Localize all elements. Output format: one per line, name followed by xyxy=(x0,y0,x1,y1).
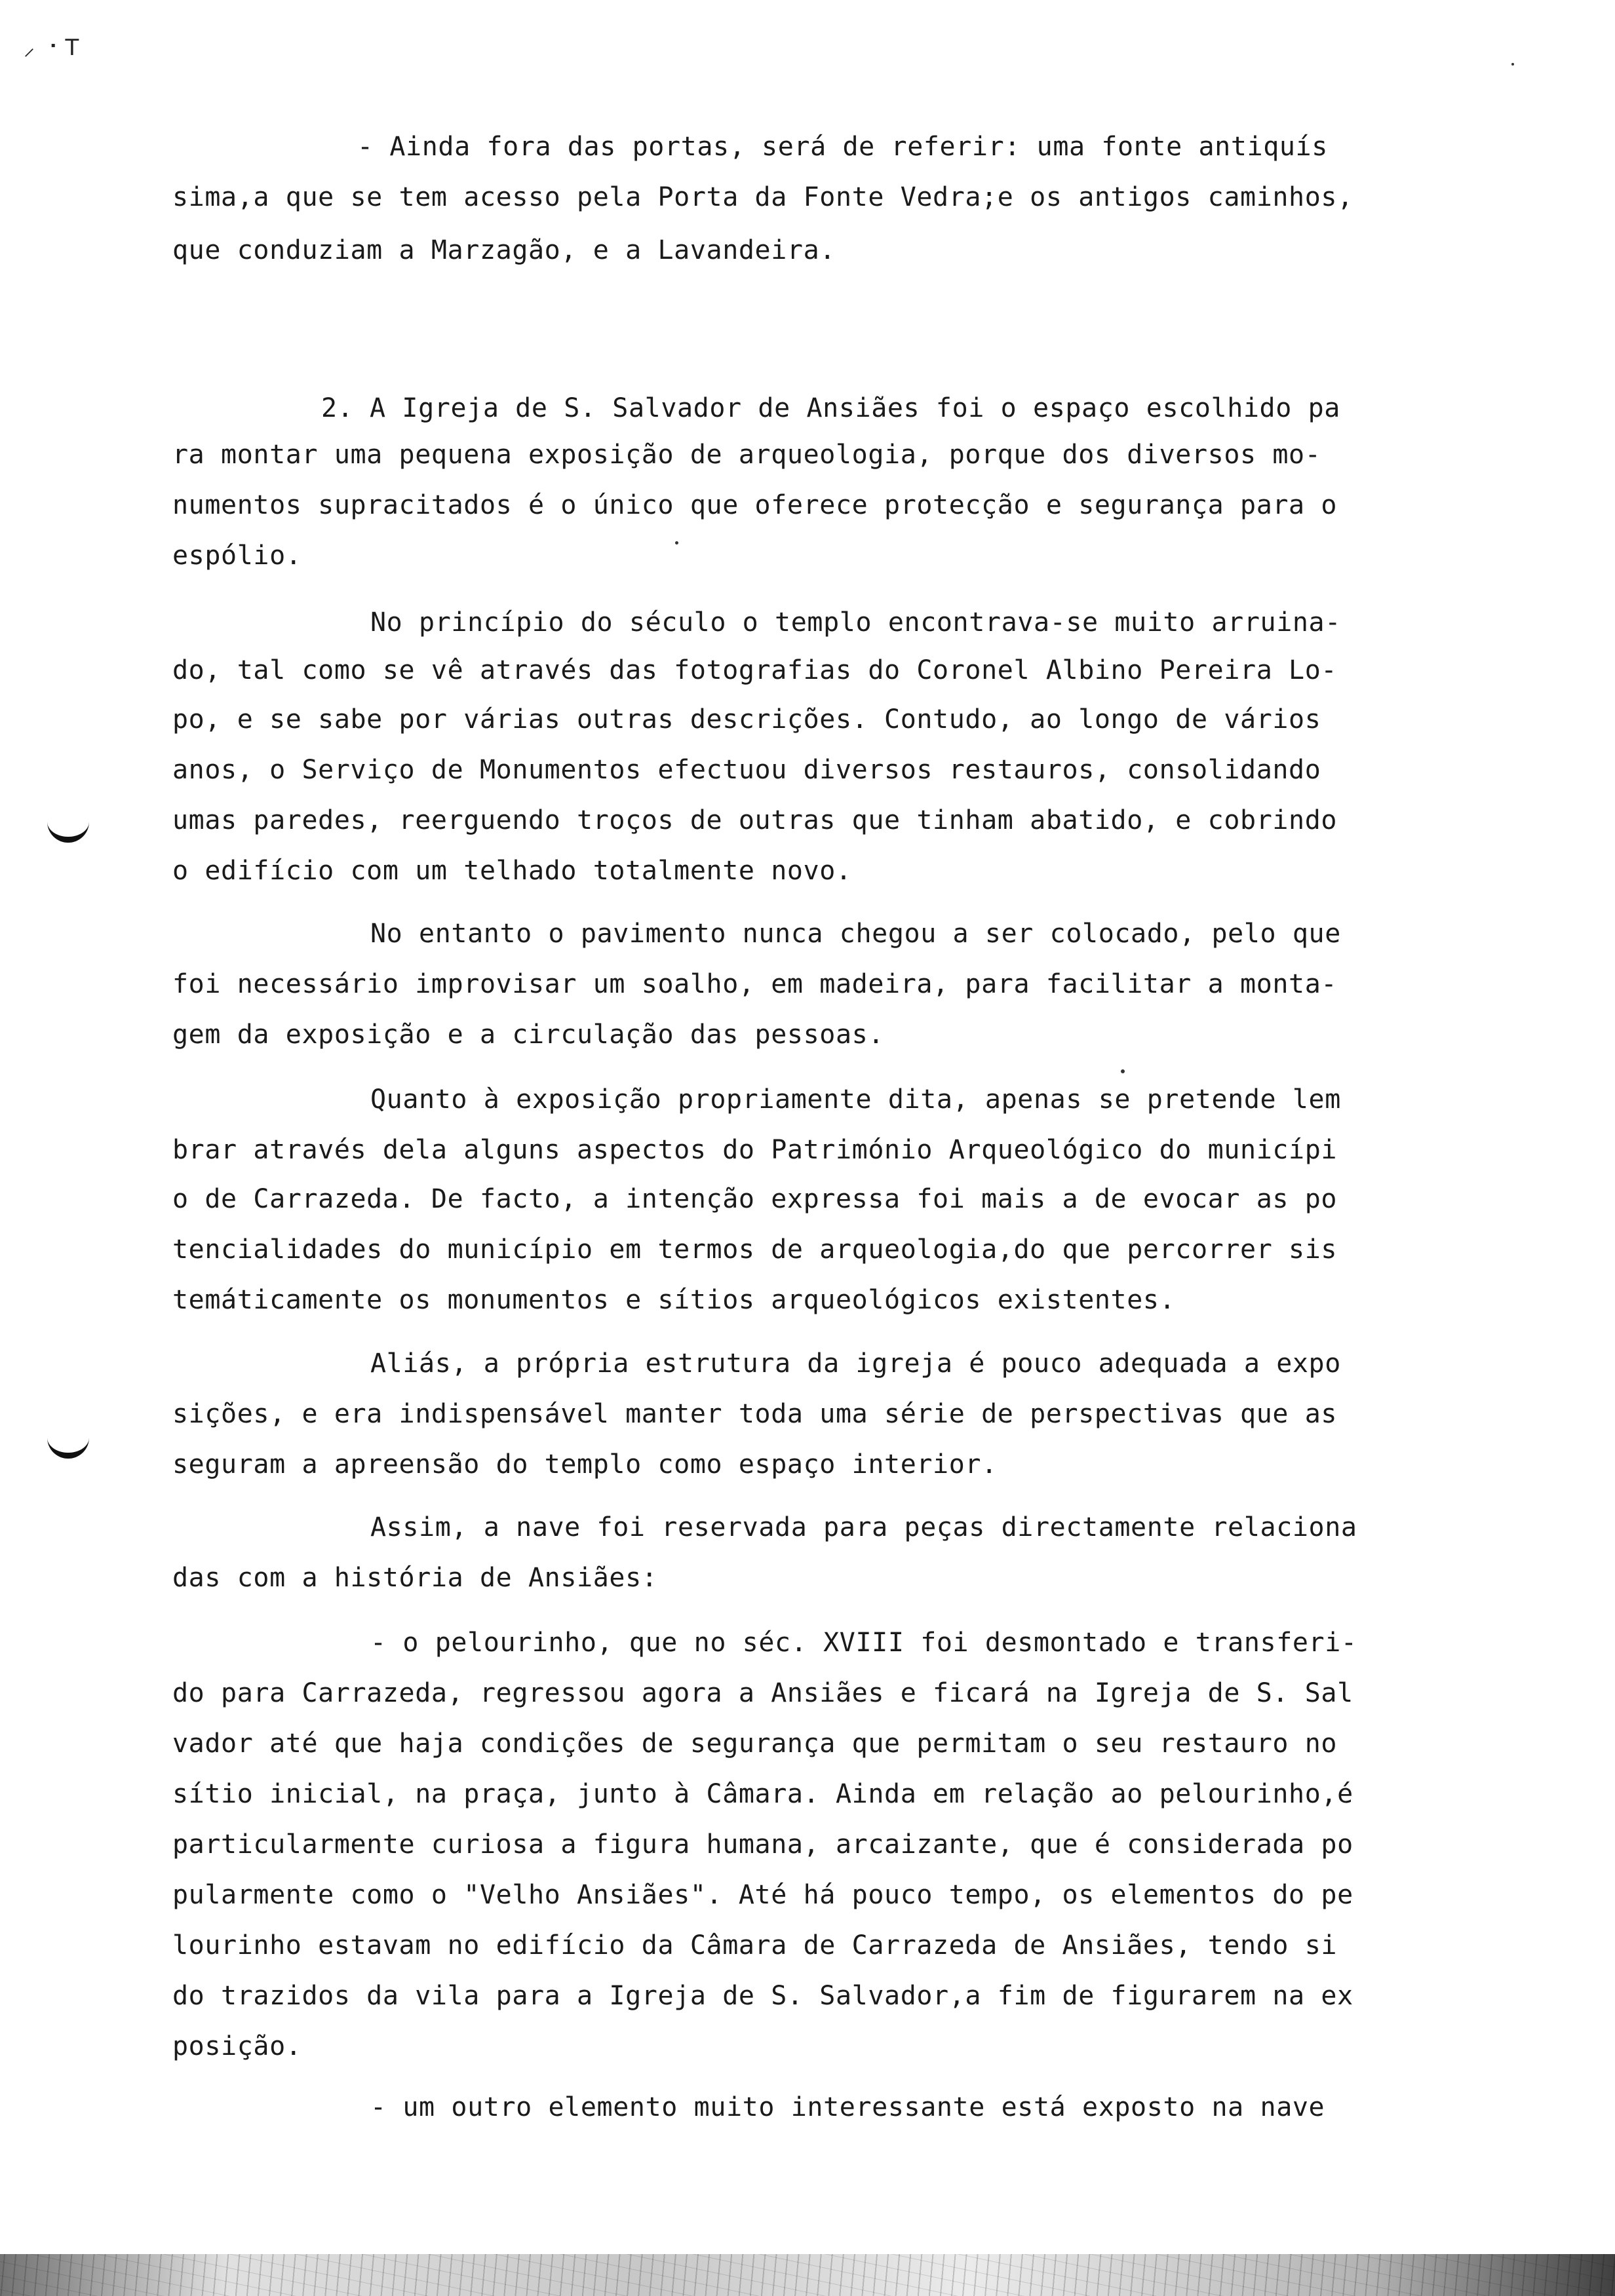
text-line: tencialidades do município em termos de arqueologia,do que percorrer sis xyxy=(172,1234,1338,1265)
text-line: pularmente como o "Velho Ansiães". Até há pouco tempo, os elementos do pe xyxy=(172,1880,1353,1910)
text-line: Assim, a nave foi reservada para peças directamente relaciona xyxy=(370,1512,1357,1542)
text-line: o de Carrazeda. De facto, a intenção expressa foi mais a de evocar as po xyxy=(172,1184,1338,1214)
text-line: gem da exposição e a circulação das pessoas. xyxy=(172,1020,885,1050)
text-line: Aliás, a própria estrutura da igreja é pouco adequada a expo xyxy=(370,1349,1341,1379)
text-line: das com a história de Ansiães: xyxy=(172,1563,658,1593)
scan-noise-band xyxy=(0,2254,1615,2296)
text-line: sima,a que se tem acesso pela Porta da Fonte Vedra;e os antigos caminhos, xyxy=(172,182,1353,212)
text-line: 2. A Igreja de S. Salvador de Ansiães foi o espaço escolhido pa xyxy=(321,393,1340,423)
text-line: - um outro elemento muito interessante está exposto na nave xyxy=(370,2092,1325,2122)
margin-mark-bottom xyxy=(47,1432,89,1459)
text-line: sições, e era indispensável manter toda uma série de perspectivas que as xyxy=(172,1399,1338,1429)
text-line: do para Carrazeda, regressou agora a Ansiães e ficará na Igreja de S. Sal xyxy=(172,1678,1353,1708)
text-line: ra montar uma pequena exposição de arqueologia, porque dos diversos mo- xyxy=(172,440,1321,470)
text-line: brar através dela alguns aspectos do Património Arqueológico do municípi xyxy=(172,1135,1338,1165)
text-line: po, e se sabe por várias outras descrições. Contudo, ao longo de vários xyxy=(172,704,1321,735)
text-line: vador até que haja condições de segurança que permitam o seu restauro no xyxy=(172,1729,1338,1759)
text-line: numentos supracitados é o único que oferece protecção e segurança para o xyxy=(172,490,1338,520)
text-line: No princípio do século o templo encontrava-se muito arruina- xyxy=(370,607,1341,638)
text-line: sítio inicial, na praça, junto à Câmara. Ainda em relação ao pelourinho,é xyxy=(172,1779,1353,1809)
text-line: do trazidos da vila para a Igreja de S. Salvador,a fim de figurarem na ex xyxy=(172,1981,1353,2011)
margin-mark-top xyxy=(47,816,89,843)
corner-scan-mark: ⸝ ⠐ T xyxy=(24,35,79,61)
text-line: Quanto à exposição propriamente dita, apenas se pretende lem xyxy=(370,1084,1341,1115)
text-line: o edifício com um telhado totalmente novo. xyxy=(172,856,852,886)
text-line: No entanto o pavimento nunca chegou a ser colocado, pelo que xyxy=(370,919,1341,949)
text-line: - o pelourinho, que no séc. XVIII foi desmontado e transferi- xyxy=(370,1628,1357,1658)
text-line: umas paredes, reerguendo troços de outras que tinham abatido, e cobrindo xyxy=(172,805,1338,835)
text-line: particularmente curiosa a figura humana, arcaizante, que é considerada po xyxy=(172,1829,1353,1860)
speck xyxy=(1511,63,1514,66)
text-line: do, tal como se vê através das fotografias do Coronel Albino Pereira Lo- xyxy=(172,655,1338,685)
text-line: anos, o Serviço de Monumentos efectuou diversos restauros, consolidando xyxy=(172,755,1321,785)
text-line: temáticamente os monumentos e sítios arqueológicos existentes. xyxy=(172,1285,1176,1315)
text-line: posição. xyxy=(172,2031,302,2061)
text-line: que conduziam a Marzagão, e a Lavandeira. xyxy=(172,235,836,265)
text-line: lourinho estavam no edifício da Câmara de Carrazeda de Ansiães, tendo si xyxy=(172,1930,1338,1961)
speck xyxy=(1121,1069,1125,1073)
text-line: espólio. xyxy=(172,541,302,571)
text-line: foi necessário improvisar um soalho, em madeira, para facilitar a monta- xyxy=(172,969,1338,999)
text-line: - Ainda fora das portas, será de referir: uma fonte antiquís xyxy=(357,132,1328,162)
text-line: seguram a apreensão do templo como espaço interior. xyxy=(172,1449,998,1480)
